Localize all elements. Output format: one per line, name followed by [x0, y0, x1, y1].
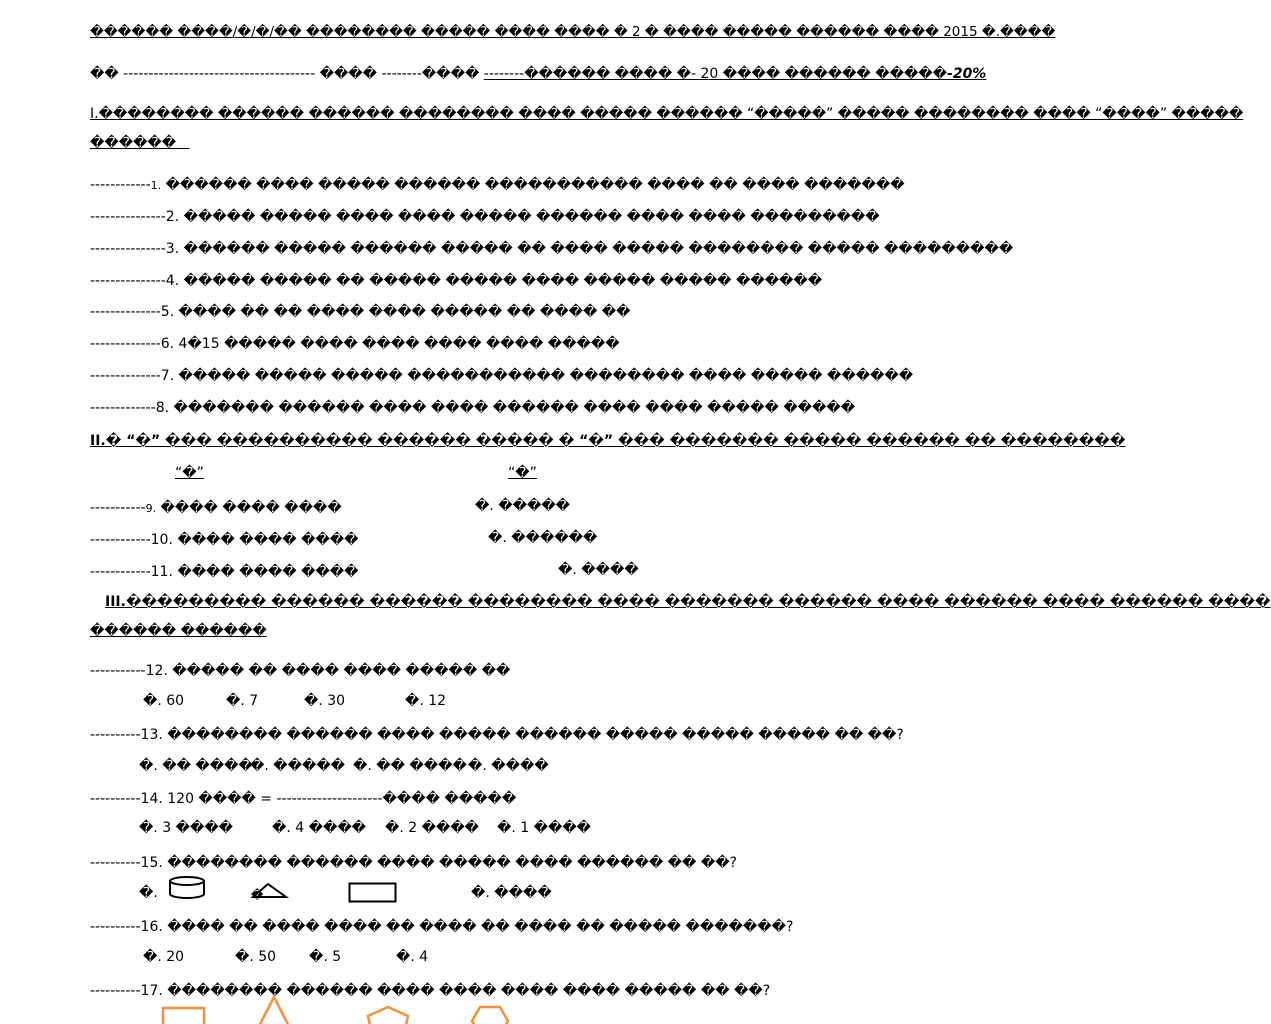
answer-blank[interactable]: ------------: [90, 532, 151, 548]
percent-value: -20%: [947, 66, 987, 82]
triangle-shape-icon: [252, 994, 296, 1024]
option-c[interactable]: �. 30: [304, 693, 346, 709]
answer-blank[interactable]: ----------: [90, 983, 141, 999]
option-b[interactable]: �. �����: [250, 758, 346, 774]
section-1-instruction-cont: ������: [90, 135, 177, 151]
section-3-instruction: III.��������� ������ ������ �������� ���� ������� ������ ���� ������ ���� ������ ����: [105, 594, 1271, 610]
option-c[interactable]: �. 5: [309, 949, 342, 965]
question-13: ----------13. �������� ������ ���� ����� ������ ����� ����� ����� �� ��?: [90, 727, 904, 743]
match-item: ------------10. ���� ���� ����: [90, 532, 359, 548]
question-12: -----------12. ����� �� ���� ���� ����� ��: [90, 663, 511, 679]
list-item: -------------8. ������� ������ ���� ���� ������ ���� ���� ����� �����: [90, 400, 856, 416]
list-item: --------------6. 4�15 ����� ���� ���� ���� ���� �����: [90, 336, 620, 352]
square-shape-icon: [160, 1004, 208, 1024]
match-option: �. ������: [488, 530, 598, 546]
option-c[interactable]: �. �� ����: [353, 758, 467, 774]
answer-blank[interactable]: ------------: [90, 177, 151, 193]
option-b[interactable]: �. 4 ����: [272, 820, 367, 836]
pentagon-shape-icon: [365, 1004, 411, 1024]
match-option: �. ����: [558, 562, 639, 578]
option-d[interactable]: �. ����: [471, 885, 552, 901]
answer-blank[interactable]: -----------: [90, 663, 146, 679]
name-label: ��: [90, 66, 119, 82]
answer-blank[interactable]: ----------: [90, 855, 141, 871]
option-a[interactable]: �. 3 ����: [139, 820, 234, 836]
match-item: ------------11. ���� ���� ����: [90, 564, 359, 580]
section-1-instruction: I.�������� ������ ������ �������� ���� ����� ������ “�����” ����� �������� ���� “����” �����: [90, 106, 1244, 122]
time-blank[interactable]: --------: [483, 66, 525, 82]
list-item: ---------------3. ������ ����� ������ ����� �� ���� ����� �������� ����� ���������: [90, 241, 1014, 257]
answer-blank[interactable]: ----------: [90, 727, 141, 743]
roll-label: ����: [421, 66, 480, 82]
column-a-header: “�”: [175, 465, 204, 481]
match-option: �. �����: [475, 498, 571, 514]
section-2-instruction: II.� “�” ��� ���������� ������ ����� � “�” ��� ������� ����� ������ �� ��������: [90, 433, 1126, 449]
match-item: -----------9. ���� ���� ����: [90, 500, 342, 516]
triangle-icon: [249, 881, 289, 899]
option-a[interactable]: �. 20: [143, 949, 185, 965]
rectangle-icon: [348, 882, 398, 904]
option-b[interactable]: �. 50: [235, 949, 277, 965]
answer-blank[interactable]: ---------------: [90, 273, 166, 289]
class-blank[interactable]: --------: [381, 66, 422, 82]
answer-blank[interactable]: -------------: [90, 400, 156, 416]
option-b[interactable]: �: [251, 888, 264, 902]
option-d[interactable]: �. ����: [468, 758, 549, 774]
option-a[interactable]: �. 60: [143, 693, 185, 709]
answer-blank[interactable]: --------------: [90, 304, 161, 320]
answer-blank[interactable]: ----------: [90, 791, 141, 807]
list-item: ---------------2. ����� ����� ���� ���� ����� ������ ���� ���� ���������: [90, 209, 880, 225]
option-b[interactable]: �. 7: [226, 693, 259, 709]
option-a[interactable]: �.: [139, 885, 158, 901]
column-b-header: “�”: [508, 465, 537, 481]
document-title: ������ ����/�/�/�� �������� ����� ���� ���� � 2 � ���� ����� ������ ���� 2015 �.����: [90, 24, 1056, 40]
question-17: ----------17. �������� ������ ���� ���� ���� ���� ����� �� ��?: [90, 983, 771, 999]
student-info-row: [90, 64, 986, 84]
option-c[interactable]: �. 2 ����: [385, 820, 480, 836]
list-item: ---------------4. ����� ����� �� ����� ����� ���� ����� ����� ������: [90, 273, 823, 289]
answer-blank[interactable]: ----------: [90, 919, 141, 935]
list-item: --------------5. ���� �� �� ���� ���� ����� �� ���� ��: [90, 304, 631, 320]
answer-blank[interactable]: ---------------: [90, 241, 166, 257]
question-16: ----------16. ���� �� ���� ���� �� ���� �� ���� �� ����� �������?: [90, 919, 794, 935]
answer-blank[interactable]: --------------: [90, 336, 161, 352]
cylinder-icon: [168, 876, 206, 900]
time-label: ������ ���� �- 20: [524, 66, 719, 82]
answer-blank[interactable]: -----------: [90, 500, 146, 516]
name-blank[interactable]: --------------------------------------: [123, 66, 316, 82]
class-label: ����: [319, 66, 378, 82]
answer-blank[interactable]: ------------: [90, 564, 151, 580]
answer-blank[interactable]: ---------------: [90, 209, 166, 225]
hexagon-shape-icon: [469, 1004, 511, 1024]
question-14: ----------14. 120 ���� = ---------------------���� �����: [90, 791, 517, 807]
option-d[interactable]: �. 4: [396, 949, 429, 965]
question-15: ----------15. �������� ������ ���� ����� ���� ������ �� ��?: [90, 855, 737, 871]
section-3-instruction-cont: ������ ������: [90, 623, 267, 639]
option-d[interactable]: �. 12: [405, 693, 447, 709]
marks-label: ���� ������ �����: [722, 66, 948, 82]
option-a[interactable]: �. �� ����: [139, 758, 253, 774]
list-item: ------------1. ������ ���� ����� ������ ����������� ���� �� ���� �������: [90, 177, 905, 193]
list-item: --------------7. ����� ����� ����� ����������� �������� ���� ����� ������: [90, 368, 914, 384]
option-d[interactable]: �. 1 ����: [497, 820, 592, 836]
answer-blank[interactable]: --------------: [90, 368, 161, 384]
